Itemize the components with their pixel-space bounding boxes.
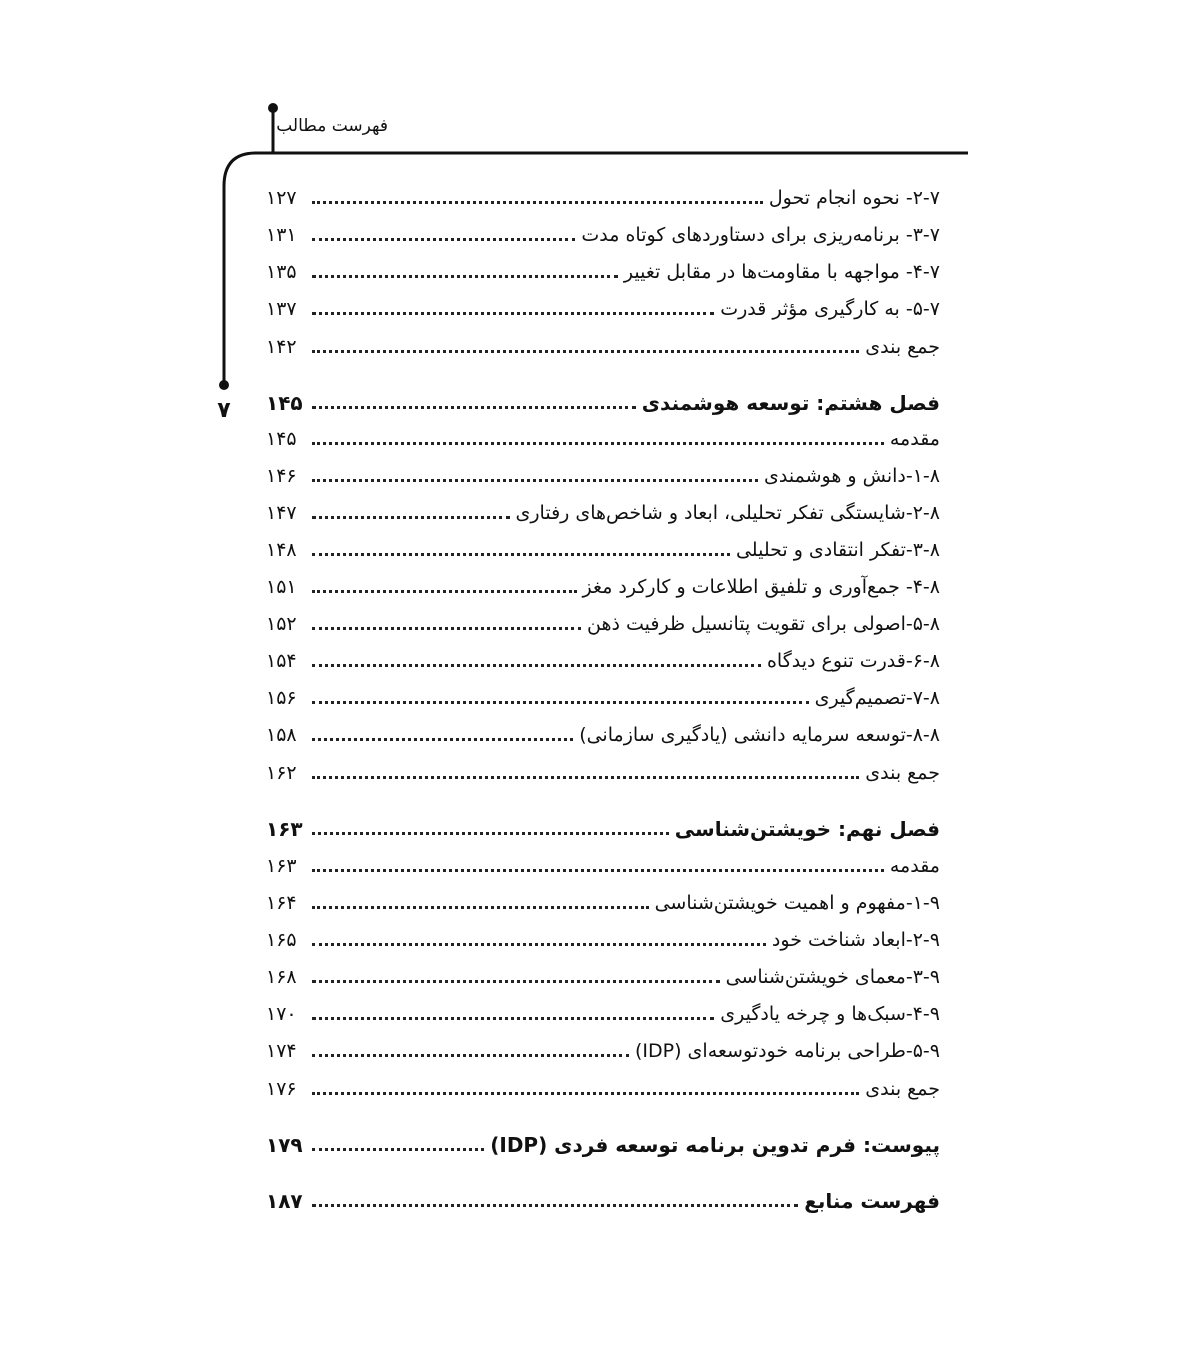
toc-entry-page: ۱۷۰	[266, 1003, 297, 1025]
toc-entry-page: ۱۶۴	[266, 892, 297, 914]
toc-leader-dots	[312, 738, 573, 741]
toc-entry-page: ۱۴۷	[266, 502, 297, 524]
toc-entry-page: ۱۸۷	[266, 1189, 303, 1213]
toc-entry-title: پیوست: فرم تدوین برنامه توسعه فردی (IDP)	[490, 1133, 940, 1157]
toc-leader-dots	[312, 664, 761, 667]
toc-entry-title: مقدمه	[889, 428, 940, 450]
toc-entry-page: ۱۴۲	[266, 336, 297, 358]
toc-entry	[266, 498, 940, 528]
toc-entry-page: ۱۴۵	[266, 428, 297, 450]
toc-chapter-entry	[266, 388, 940, 418]
toc-leader-dots	[312, 479, 758, 482]
toc-leader-dots	[312, 553, 730, 556]
toc-entry-page: ۱۶۸	[266, 966, 297, 988]
toc-entry-title: فصل نهم: خویشتن‌شناسی	[674, 817, 940, 841]
toc-entry-page: ۱۴۸	[266, 539, 297, 561]
toc-entry-page: ۱۵۲	[266, 613, 297, 635]
toc-entry-page: ۱۵۴	[266, 650, 297, 672]
toc-entry-page: ۱۶۲	[266, 762, 297, 784]
toc-leader-dots	[312, 516, 510, 519]
toc-leader-dots	[312, 312, 714, 315]
toc-entry-page: ۱۲۷	[266, 187, 297, 209]
toc-entry	[266, 962, 940, 992]
toc-entry-title: ۱-۹-مفهوم و اهمیت خویشتن‌شناسی	[654, 892, 940, 914]
toc-entry-title: ۲-۸-شایستگی تفکر تحلیلی، ابعاد و شاخص‌های رفتاری	[515, 502, 940, 524]
toc-entry	[266, 424, 940, 454]
toc-entry-title: ۴-۸- جمع‌آوری و تلفیق اطلاعات و کارکرد مغز	[582, 576, 940, 598]
toc-entry-page: ۱۴۶	[266, 465, 297, 487]
toc-entry	[266, 999, 940, 1029]
toc-entry-title: مقدمه	[889, 855, 940, 877]
toc-entry-title: ۶-۸-قدرت تنوع دیدگاه	[766, 650, 940, 672]
toc-leader-dots	[312, 350, 859, 353]
toc-entry	[266, 535, 940, 565]
toc-entry	[266, 294, 940, 324]
toc-entry-title: ۲-۷- نحوه انجام تحول	[768, 187, 940, 209]
toc-entry-title: ۴-۹-سبک‌ها و چرخه یادگیری	[720, 1003, 940, 1025]
toc-entry	[266, 220, 940, 250]
toc-entry	[266, 609, 940, 639]
toc-entry-page: ۱۵۱	[266, 576, 297, 598]
toc-leader-dots	[312, 238, 575, 241]
toc-entry-page: ۱۶۳	[266, 855, 297, 877]
toc-entry-page: ۱۴۵	[266, 391, 303, 415]
toc-entry	[266, 183, 940, 213]
toc-entry-title: جمع بندی	[865, 1078, 940, 1100]
toc-leader-dots	[312, 1148, 484, 1151]
toc-chapter-entry	[266, 1186, 940, 1216]
toc-entry-title: فصل هشتم: توسعه هوشمندی	[641, 391, 940, 415]
toc-entry-page: ۱۳۷	[266, 298, 297, 320]
toc-entry	[266, 257, 940, 287]
toc-leader-dots	[312, 776, 859, 779]
toc-entry-title: ۳-۸-تفکر انتقادی و تحلیلی	[735, 539, 940, 561]
toc-entry	[266, 572, 940, 602]
toc-entry	[266, 1074, 940, 1104]
toc-entry-page: ۱۷۹	[266, 1133, 303, 1157]
toc-entry	[266, 461, 940, 491]
toc-entry-title: ۴-۷- مواجهه با مقاومت‌ها در مقابل تغییر	[623, 261, 940, 283]
toc-entry-title: ۵-۹-طراحی برنامه خودتوسعه‌ای (IDP)	[634, 1040, 940, 1062]
toc-entry-page: ۱۶۳	[266, 817, 303, 841]
toc-entry	[266, 758, 940, 788]
toc-entry	[266, 888, 940, 918]
toc-leader-dots	[312, 275, 618, 278]
toc-entry	[266, 1036, 940, 1066]
toc-entry-page: ۱۳۵	[266, 261, 297, 283]
toc-entry-title: ۵-۷- به کارگیری مؤثر قدرت	[720, 298, 940, 320]
toc-leader-dots	[312, 980, 720, 983]
toc-entry-page: ۱۳۱	[266, 224, 297, 246]
toc-entry	[266, 683, 940, 713]
toc-entry-page: ۱۵۶	[266, 687, 297, 709]
toc-leader-dots	[312, 201, 763, 204]
header-title: فهرست مطالب	[276, 116, 388, 136]
toc-entry-page: ۱۵۸	[266, 724, 297, 746]
toc-entry-title: ۷-۸-تصمیم‌گیری	[814, 687, 940, 709]
toc-entry-page: ۱۶۵	[266, 929, 297, 951]
toc-entry	[266, 925, 940, 955]
toc-entry-title: ۳-۹-معمای خویشتن‌شناسی	[725, 966, 940, 988]
toc-leader-dots	[312, 442, 884, 445]
toc-chapter-entry	[266, 1130, 940, 1160]
toc-leader-dots	[312, 590, 577, 593]
toc-entry-title: جمع بندی	[865, 336, 940, 358]
toc-leader-dots	[312, 1204, 798, 1207]
toc-leader-dots	[312, 627, 581, 630]
toc-leader-dots	[312, 406, 636, 409]
toc-entry	[266, 646, 940, 676]
toc-entry-title: ۳-۷- برنامه‌ریزی برای دستاوردهای کوتاه مدت	[581, 224, 940, 246]
toc-entry-title: ۵-۸-اصولی برای تقویت پتانسیل ظرفیت ذهن	[587, 613, 940, 635]
toc-leader-dots	[312, 832, 669, 835]
toc-entry-page: ۱۷۶	[266, 1078, 297, 1100]
toc-entry	[266, 720, 940, 750]
toc-leader-dots	[312, 1017, 714, 1020]
toc-entry	[266, 332, 940, 362]
toc-entry-title: ۱-۸-دانش و هوشمندی	[764, 465, 940, 487]
toc-leader-dots	[312, 1092, 859, 1095]
toc-entry-title: ۸-۸-توسعه سرمایه دانشی (یادگیری سازمانی)	[579, 724, 940, 746]
toc-entry-title: فهرست منابع	[804, 1189, 940, 1213]
toc-entry-title: جمع بندی	[865, 762, 940, 784]
toc-leader-dots	[312, 1054, 629, 1057]
toc-entry-page: ۱۷۴	[266, 1040, 297, 1062]
toc-leader-dots	[312, 869, 884, 872]
toc-leader-dots	[312, 906, 649, 909]
toc-chapter-entry	[266, 814, 940, 844]
toc-leader-dots	[312, 943, 766, 946]
page-number: ۷	[217, 398, 231, 423]
toc-entry-title: ۲-۹-ابعاد شناخت خود	[771, 929, 940, 951]
toc-leader-dots	[312, 701, 809, 704]
toc-entry	[266, 851, 940, 881]
